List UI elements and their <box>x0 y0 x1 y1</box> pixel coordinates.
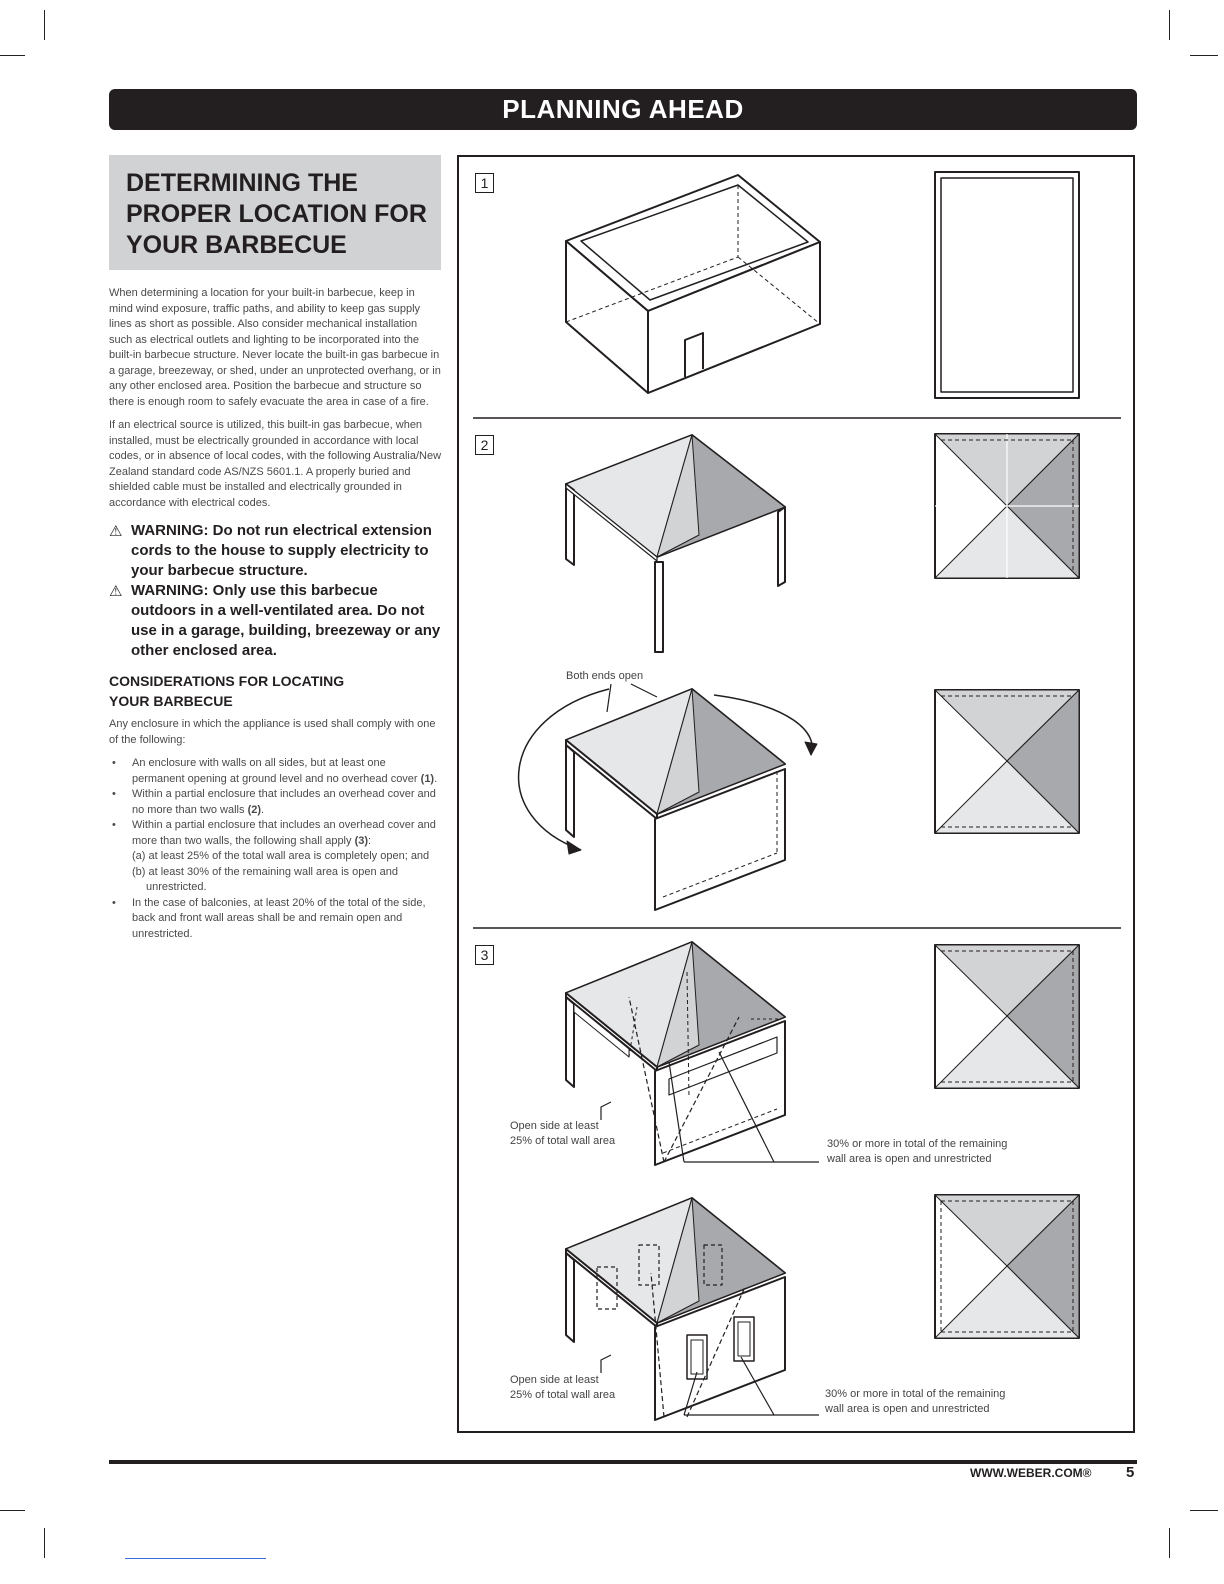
list-item <box>109 756 441 787</box>
caption-line: Open side at least <box>510 1374 599 1386</box>
body-text-column <box>109 286 441 942</box>
list-item <box>109 818 441 849</box>
heading-line: YOUR BARBECUE <box>109 693 233 709</box>
caption-remaining-wall <box>825 1387 1005 1417</box>
list-item <box>109 787 441 818</box>
caption-line: Open side at least <box>510 1120 599 1132</box>
crop-mark-br-h <box>1190 1510 1218 1511</box>
caption-open-side <box>510 1373 615 1403</box>
crop-mark-bl-v <box>44 1528 45 1558</box>
item-text: In the case of balconies, at least 20% of the total of the side, back and front wall areas shall be and remain open and unrestricted. <box>132 896 426 940</box>
two-wall-cover-figure <box>566 435 785 652</box>
two-wall-cover-plan-view <box>935 434 1079 578</box>
warning-text: WARNING: Do not run electrical extension cords to the house to supply electricity to your barbecue structure. <box>131 522 432 579</box>
crop-mark-tr-v <box>1169 10 1170 40</box>
considerations-list <box>109 756 441 849</box>
sub-item-a: (a) at least 25% of the total wall area is completely open; and <box>132 850 430 862</box>
footer-url: WWW.WEBER.COM® <box>970 1466 1092 1480</box>
item-text: Within a partial enclosure that includes an overhead cover and more than two walls, the following shall apply <box>132 819 436 847</box>
crop-mark-tr-h <box>1190 55 1218 56</box>
link-underline <box>125 1558 266 1559</box>
list-item <box>109 896 441 943</box>
figure-ref: (1) <box>420 772 435 785</box>
crop-mark-bl-h <box>0 1510 25 1511</box>
figure-number-2: 2 <box>475 435 494 455</box>
warning-icon: ⚠ <box>109 583 123 600</box>
item-text: An enclosure with walls on all sides, but at least one permanent opening at ground level and no overhead cover <box>132 757 421 785</box>
bullet: • <box>112 788 116 800</box>
figure-ref: (2) <box>247 803 262 816</box>
both-ends-open-plan-view <box>935 690 1079 833</box>
page-number: 5 <box>1126 1464 1135 1481</box>
warning-icon: ⚠ <box>109 523 123 540</box>
paragraph-electrical: If an electrical source is utilized, this built-in gas barbecue, when installed, must be electrically grounded in accordance with local codes, or in absence of local codes, with the following Australia/New Zealand standard code AS/NZS 5601.1. A properly buried and shielded cable must be installed and electrically grounded in accordance with electrical codes. <box>109 419 442 509</box>
considerations-list-end <box>109 896 441 943</box>
bullet: • <box>112 896 116 909</box>
caption-line: 25% of total wall area <box>510 1389 616 1401</box>
sub-list <box>109 849 441 896</box>
heading-line: CONSIDERATIONS FOR LOCATING <box>109 673 345 689</box>
enclosure-box-figure <box>566 175 820 393</box>
caption-line: wall area is open and unrestricted <box>825 1403 990 1415</box>
caption-remaining-wall <box>827 1137 1007 1167</box>
figure-number-3: 3 <box>475 945 494 965</box>
caption-open-side <box>510 1119 615 1149</box>
caption-line: wall area is open and unrestricted <box>827 1153 992 1165</box>
crop-mark-tl-h <box>0 55 25 56</box>
bullet: • <box>112 757 116 769</box>
section-title-box <box>109 155 441 270</box>
considerations-intro: Any enclosure in which the appliance is used shall comply with one of the following: <box>109 718 436 746</box>
item-end: : <box>368 834 372 847</box>
figure-frame <box>457 155 1135 1433</box>
three-wall-windows-plan-view <box>935 1195 1079 1338</box>
caption-line: 30% or more in total of the remaining <box>825 1388 1006 1400</box>
enclosure-box-plan-view <box>935 172 1079 398</box>
caption-both-ends-open: Both ends open <box>566 670 644 682</box>
warning-text: WARNING: Only use this barbecue outdoors in a well-ventilated area. Do not use in a garage, building, breezeway or any other enclosed area. <box>131 582 441 659</box>
section-title: DETERMINING THE PROPER LOCATION FOR YOUR BARBECUE <box>126 169 427 259</box>
page-header: PLANNING AHEAD <box>109 89 1137 130</box>
crop-mark-br-v <box>1169 1528 1170 1558</box>
caption-line: 25% of total wall area <box>510 1135 616 1147</box>
considerations-heading <box>109 671 441 711</box>
warning-extension-cords <box>109 521 441 581</box>
figure-number-1: 1 <box>475 173 494 193</box>
enclosure-illustrations <box>459 157 1133 1431</box>
item-text: Within a partial enclosure that includes an overhead cover and no more than two walls <box>132 788 436 816</box>
item-end: . <box>434 772 438 785</box>
figure-ref: (3) <box>354 834 369 847</box>
three-wall-enclosure-plan-view <box>935 945 1079 1088</box>
item-end: . <box>261 803 265 816</box>
bullet: • <box>112 819 116 831</box>
both-ends-open-figure <box>519 684 817 910</box>
caption-line: 30% or more in total of the remaining <box>827 1138 1008 1150</box>
footer-rule <box>109 1460 1137 1464</box>
crop-mark-tl-v <box>44 10 45 40</box>
warning-ventilation <box>109 581 441 661</box>
paragraph-location: When determining a location for your built-in barbecue, keep in mind wind exposure, traffic paths, and ability to keep gas supply lines as short as possible. Also consider mechanical installation such as electrical outlets and lighting to be incorporated into the built-in barbecue structure. Never locate the built-in gas barbecue in a garage, breezeway, or shed, under an unprotected overhang, or in any other enclosed area. Position the barbecue and structure so there is enough room to safely evacuate the area in case of a fire. <box>109 287 441 408</box>
sub-item-b: (b) at least 30% of the remaining wall area is open and unrestricted. <box>132 865 398 893</box>
